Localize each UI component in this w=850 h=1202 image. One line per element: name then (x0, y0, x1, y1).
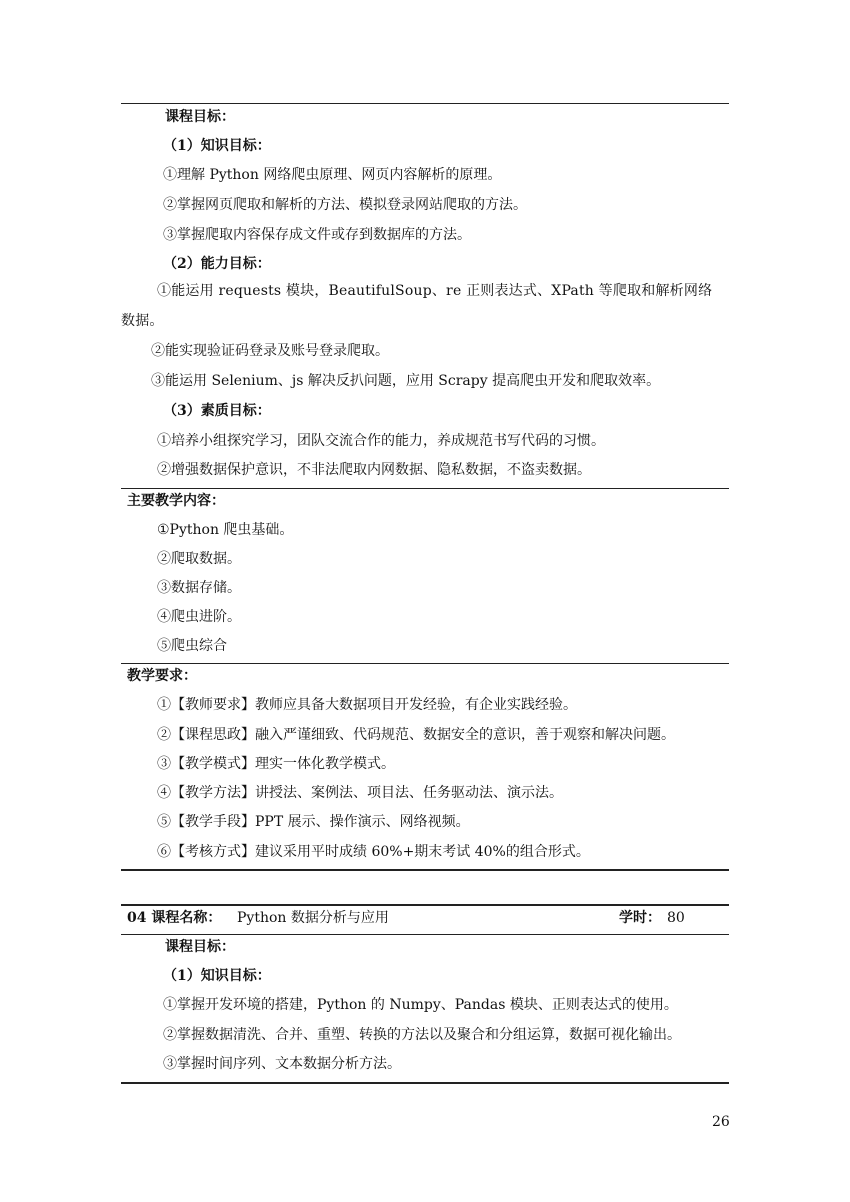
quality-goals-heading: （3）素质目标： (163, 403, 271, 419)
knowledge-item: ①理解 Python 网络爬虫原理、网页内容解析的原理。 (163, 167, 502, 183)
section-divider (121, 663, 729, 664)
requirement-item: ⑥【考核方式】建议采用平时成绩 60%+期末考试 40%的组合形式。 (157, 844, 590, 860)
knowledge-item: ①掌握开发环境的搭建，Python 的 Numpy、Pandas 模块、正则表达式的使用。 (163, 997, 678, 1013)
course-name-label: 04 课程名称： (127, 910, 222, 926)
course-goals-heading: 课程目标： (165, 939, 235, 955)
requirement-item: ③【教学模式】理实一体化教学模式。 (157, 756, 395, 772)
course-name: Python 数据分析与应用 (237, 910, 389, 926)
requirement-item: ①【教师要求】教师应具备大数据项目开发经验，有企业实践经验。 (157, 697, 577, 713)
knowledge-item: ③掌握时间序列、文本数据分析方法。 (163, 1056, 401, 1072)
knowledge-goals-heading: （1）知识目标： (163, 968, 271, 984)
teaching-content-item: ④爬虫进阶。 (157, 609, 241, 625)
teaching-content-item: ⑤爬虫综合 (157, 638, 227, 654)
table-bottom-rule (121, 1082, 729, 1084)
knowledge-item: ②掌握网页爬取和解析的方法、模拟登录网站爬取的方法。 (163, 197, 527, 213)
section-divider (121, 488, 729, 489)
table-top-rule (121, 904, 729, 906)
quality-item: ①培养小组探究学习，团队交流合作的能力，养成规范书写代码的习惯。 (157, 433, 605, 449)
ability-goals-heading: （2）能力目标： (163, 256, 271, 272)
course-hours: 80 (667, 910, 685, 926)
teaching-content-heading: 主要教学内容： (127, 493, 225, 509)
teaching-content-item: ②爬取数据。 (157, 551, 241, 567)
quality-item: ②增强数据保护意识，不非法爬取内网数据、隐私数据，不盗卖数据。 (157, 462, 591, 478)
teaching-content-item: ①Python 爬虫基础。 (157, 522, 294, 538)
ability-item: ②能实现验证码登录及账号登录爬取。 (151, 343, 389, 359)
course-hours-label: 学时： (619, 910, 661, 926)
ability-item: ③能运用 Selenium、js 解决反扒问题，应用 Scrapy 提高爬虫开发和爬取效率。 (151, 373, 661, 389)
top-rule (121, 103, 729, 104)
requirement-item: ②【课程思政】融入严谨细致、代码规范、数据安全的意识，善于观察和解决问题。 (157, 727, 675, 743)
header-divider (121, 934, 729, 935)
requirement-item: ⑤【教学手段】PPT 展示、操作演示、网络视频。 (157, 814, 470, 830)
requirement-item: ④【教学方法】讲授法、案例法、项目法、任务驱动法、演示法。 (157, 785, 563, 801)
ability-item: ①能运用 requests 模块，BeautifulSoup、re 正则表达式、XPath 等爬取和解析网络数据。 (121, 283, 713, 329)
knowledge-item: ②掌握数据清洗、合并、重塑、转换的方法以及聚合和分组运算，数据可视化输出。 (163, 1027, 681, 1043)
teaching-content-item: ③数据存储。 (157, 580, 241, 596)
page-number: 26 (712, 1114, 730, 1130)
course-goals-heading: 课程目标： (165, 109, 235, 125)
knowledge-goals-heading: （1）知识目标： (163, 138, 271, 154)
knowledge-item: ③掌握爬取内容保存成文件或存到数据库的方法。 (163, 227, 471, 243)
table-bottom-rule (121, 869, 729, 871)
teaching-requirements-heading: 教学要求： (127, 668, 197, 684)
